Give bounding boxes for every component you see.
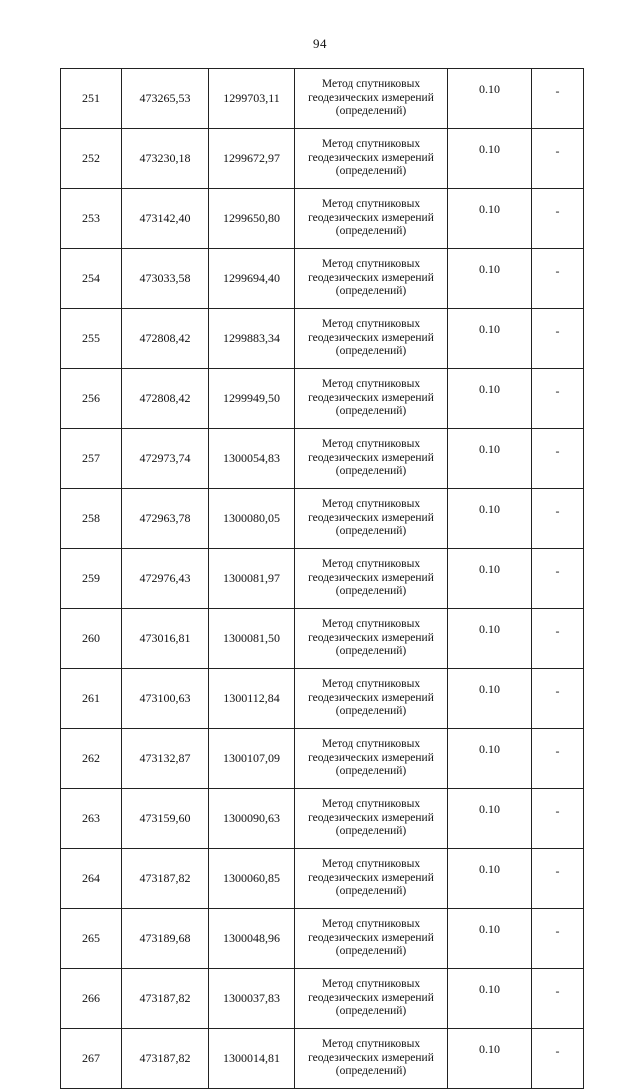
- method-line-1: Метод спутниковых: [321, 138, 421, 151]
- note-cell: -: [532, 669, 584, 729]
- y-coordinate-cell: 1300080,05: [209, 489, 295, 549]
- method-line-2: геодезических измерений: [308, 931, 434, 944]
- y-coordinate-cell: 1299949,50: [209, 369, 295, 429]
- note-cell: -: [532, 129, 584, 189]
- y-coordinate-cell: 1299883,34: [209, 309, 295, 369]
- accuracy-cell: 0.10: [448, 909, 532, 969]
- y-coordinate-cell: 1299694,40: [209, 249, 295, 309]
- method-line-3: (определений): [335, 1065, 407, 1078]
- accuracy-cell: 0.10: [448, 369, 532, 429]
- y-coordinate-cell: 1299672,97: [209, 129, 295, 189]
- point-number-cell: 254: [61, 249, 122, 309]
- x-coordinate-cell: 473187,82: [122, 1029, 209, 1089]
- y-coordinate-cell: 1300090,63: [209, 789, 295, 849]
- point-number-cell: 267: [61, 1029, 122, 1089]
- method-cell: [295, 249, 448, 309]
- y-coordinate-cell: 1300112,84: [209, 669, 295, 729]
- x-coordinate-cell: 473132,87: [122, 729, 209, 789]
- note-cell: -: [532, 1029, 584, 1089]
- method-cell: [295, 969, 448, 1029]
- table-row: [61, 729, 584, 789]
- accuracy-cell: 0.10: [448, 549, 532, 609]
- method-line-3: (определений): [335, 1005, 407, 1018]
- table-row: [61, 129, 584, 189]
- method-line-3: (определений): [335, 525, 407, 538]
- table-row: [61, 1029, 584, 1089]
- x-coordinate-cell: 472963,78: [122, 489, 209, 549]
- note-cell: -: [532, 729, 584, 789]
- method-line-3: (определений): [335, 405, 407, 418]
- method-cell: [295, 849, 448, 909]
- method-line-1: Метод спутниковых: [321, 558, 421, 571]
- method-line-3: (определений): [335, 105, 407, 118]
- y-coordinate-cell: 1300048,96: [209, 909, 295, 969]
- point-number-cell: 256: [61, 369, 122, 429]
- x-coordinate-cell: 473189,68: [122, 909, 209, 969]
- y-coordinate-cell: 1299703,11: [209, 69, 295, 129]
- method-line-3: (определений): [335, 825, 407, 838]
- table-row: [61, 909, 584, 969]
- method-cell: [295, 129, 448, 189]
- method-cell: [295, 69, 448, 129]
- method-line-3: (определений): [335, 345, 407, 358]
- method-line-2: геодезических измерений: [308, 1051, 434, 1064]
- accuracy-cell: 0.10: [448, 429, 532, 489]
- table-row: [61, 69, 584, 129]
- accuracy-cell: 0.10: [448, 489, 532, 549]
- method-line-2: геодезических измерений: [308, 331, 434, 344]
- point-number-cell: 251: [61, 69, 122, 129]
- y-coordinate-cell: 1300037,83: [209, 969, 295, 1029]
- accuracy-cell: 0.10: [448, 729, 532, 789]
- x-coordinate-cell: 473187,82: [122, 969, 209, 1029]
- point-number-cell: 259: [61, 549, 122, 609]
- table-row: [61, 669, 584, 729]
- method-line-2: геодезических измерений: [308, 631, 434, 644]
- y-coordinate-cell: 1299650,80: [209, 189, 295, 249]
- method-line-2: геодезических измерений: [308, 691, 434, 704]
- method-cell: [295, 369, 448, 429]
- method-line-1: Метод спутниковых: [321, 738, 421, 751]
- method-line-3: (определений): [335, 585, 407, 598]
- method-line-2: геодезических измерений: [308, 871, 434, 884]
- method-line-2: геодезических измерений: [308, 511, 434, 524]
- method-line-3: (определений): [335, 465, 407, 478]
- y-coordinate-cell: 1300081,97: [209, 549, 295, 609]
- note-cell: -: [532, 69, 584, 129]
- method-line-2: геодезических измерений: [308, 571, 434, 584]
- note-cell: -: [532, 849, 584, 909]
- table-row: [61, 369, 584, 429]
- table-row: [61, 789, 584, 849]
- method-cell: [295, 669, 448, 729]
- note-cell: -: [532, 429, 584, 489]
- point-number-cell: 253: [61, 189, 122, 249]
- method-cell: [295, 429, 448, 489]
- method-line-1: Метод спутниковых: [321, 378, 421, 391]
- method-line-1: Метод спутниковых: [321, 978, 421, 991]
- x-coordinate-cell: 472973,74: [122, 429, 209, 489]
- table-row: [61, 249, 584, 309]
- method-line-1: Метод спутниковых: [321, 798, 421, 811]
- method-line-1: Метод спутниковых: [321, 618, 421, 631]
- method-line-2: геодезических измерений: [308, 991, 434, 1004]
- note-cell: -: [532, 969, 584, 1029]
- x-coordinate-cell: 473033,58: [122, 249, 209, 309]
- point-number-cell: 264: [61, 849, 122, 909]
- table-row: [61, 549, 584, 609]
- point-number-cell: 265: [61, 909, 122, 969]
- method-line-3: (определений): [335, 885, 407, 898]
- method-cell: [295, 729, 448, 789]
- point-number-cell: 257: [61, 429, 122, 489]
- note-cell: -: [532, 489, 584, 549]
- method-line-1: Метод спутниковых: [321, 78, 421, 91]
- note-cell: -: [532, 309, 584, 369]
- point-number-cell: 261: [61, 669, 122, 729]
- x-coordinate-cell: 473142,40: [122, 189, 209, 249]
- note-cell: -: [532, 549, 584, 609]
- note-cell: -: [532, 609, 584, 669]
- y-coordinate-cell: 1300107,09: [209, 729, 295, 789]
- method-line-1: Метод спутниковых: [321, 438, 421, 451]
- method-line-1: Метод спутниковых: [321, 1038, 421, 1051]
- x-coordinate-cell: 472808,42: [122, 309, 209, 369]
- method-line-2: геодезических измерений: [308, 751, 434, 764]
- method-line-1: Метод спутниковых: [321, 258, 421, 271]
- point-number-cell: 252: [61, 129, 122, 189]
- table-body: [61, 69, 584, 1089]
- x-coordinate-cell: 473016,81: [122, 609, 209, 669]
- table-row: [61, 849, 584, 909]
- note-cell: -: [532, 249, 584, 309]
- method-line-2: геодезических измерений: [308, 271, 434, 284]
- method-line-3: (определений): [335, 165, 407, 178]
- point-number-cell: 255: [61, 309, 122, 369]
- y-coordinate-cell: 1300054,83: [209, 429, 295, 489]
- coordinates-table: [60, 68, 584, 1089]
- method-line-2: геодезических измерений: [308, 211, 434, 224]
- accuracy-cell: 0.10: [448, 669, 532, 729]
- accuracy-cell: 0.10: [448, 849, 532, 909]
- method-line-2: геодезических измерений: [308, 811, 434, 824]
- accuracy-cell: 0.10: [448, 249, 532, 309]
- x-coordinate-cell: 472976,43: [122, 549, 209, 609]
- method-line-3: (определений): [335, 225, 407, 238]
- method-line-1: Метод спутниковых: [321, 198, 421, 211]
- note-cell: -: [532, 369, 584, 429]
- accuracy-cell: 0.10: [448, 189, 532, 249]
- x-coordinate-cell: 472808,42: [122, 369, 209, 429]
- accuracy-cell: 0.10: [448, 1029, 532, 1089]
- table-row: [61, 429, 584, 489]
- table-row: [61, 309, 584, 369]
- x-coordinate-cell: 473187,82: [122, 849, 209, 909]
- method-line-2: геодезических измерений: [308, 91, 434, 104]
- method-line-3: (определений): [335, 765, 407, 778]
- method-cell: [295, 189, 448, 249]
- method-cell: [295, 789, 448, 849]
- table-row: [61, 969, 584, 1029]
- accuracy-cell: 0.10: [448, 969, 532, 1029]
- method-line-3: (определений): [335, 645, 407, 658]
- method-line-2: геодезических измерений: [308, 151, 434, 164]
- method-line-2: геодезических измерений: [308, 391, 434, 404]
- point-number-cell: 266: [61, 969, 122, 1029]
- point-number-cell: 260: [61, 609, 122, 669]
- method-cell: [295, 489, 448, 549]
- accuracy-cell: 0.10: [448, 129, 532, 189]
- method-line-3: (определений): [335, 945, 407, 958]
- x-coordinate-cell: 473100,63: [122, 669, 209, 729]
- method-line-2: геодезических измерений: [308, 451, 434, 464]
- method-line-1: Метод спутниковых: [321, 498, 421, 511]
- x-coordinate-cell: 473265,53: [122, 69, 209, 129]
- point-number-cell: 262: [61, 729, 122, 789]
- y-coordinate-cell: 1300060,85: [209, 849, 295, 909]
- table-row: [61, 489, 584, 549]
- accuracy-cell: 0.10: [448, 309, 532, 369]
- method-line-1: Метод спутниковых: [321, 918, 421, 931]
- point-number-cell: 263: [61, 789, 122, 849]
- note-cell: -: [532, 189, 584, 249]
- method-cell: [295, 1029, 448, 1089]
- method-line-1: Метод спутниковых: [321, 858, 421, 871]
- method-line-1: Метод спутниковых: [321, 678, 421, 691]
- method-cell: [295, 909, 448, 969]
- y-coordinate-cell: 1300081,50: [209, 609, 295, 669]
- page-number: 94: [313, 36, 327, 51]
- method-line-1: Метод спутниковых: [321, 318, 421, 331]
- table-row: [61, 189, 584, 249]
- y-coordinate-cell: 1300014,81: [209, 1029, 295, 1089]
- method-cell: [295, 549, 448, 609]
- method-line-3: (определений): [335, 705, 407, 718]
- x-coordinate-cell: 473230,18: [122, 129, 209, 189]
- method-cell: [295, 609, 448, 669]
- note-cell: -: [532, 789, 584, 849]
- method-cell: [295, 309, 448, 369]
- accuracy-cell: 0.10: [448, 69, 532, 129]
- accuracy-cell: 0.10: [448, 789, 532, 849]
- method-line-3: (определений): [335, 285, 407, 298]
- table-row: [61, 609, 584, 669]
- note-cell: -: [532, 909, 584, 969]
- point-number-cell: 258: [61, 489, 122, 549]
- accuracy-cell: 0.10: [448, 609, 532, 669]
- x-coordinate-cell: 473159,60: [122, 789, 209, 849]
